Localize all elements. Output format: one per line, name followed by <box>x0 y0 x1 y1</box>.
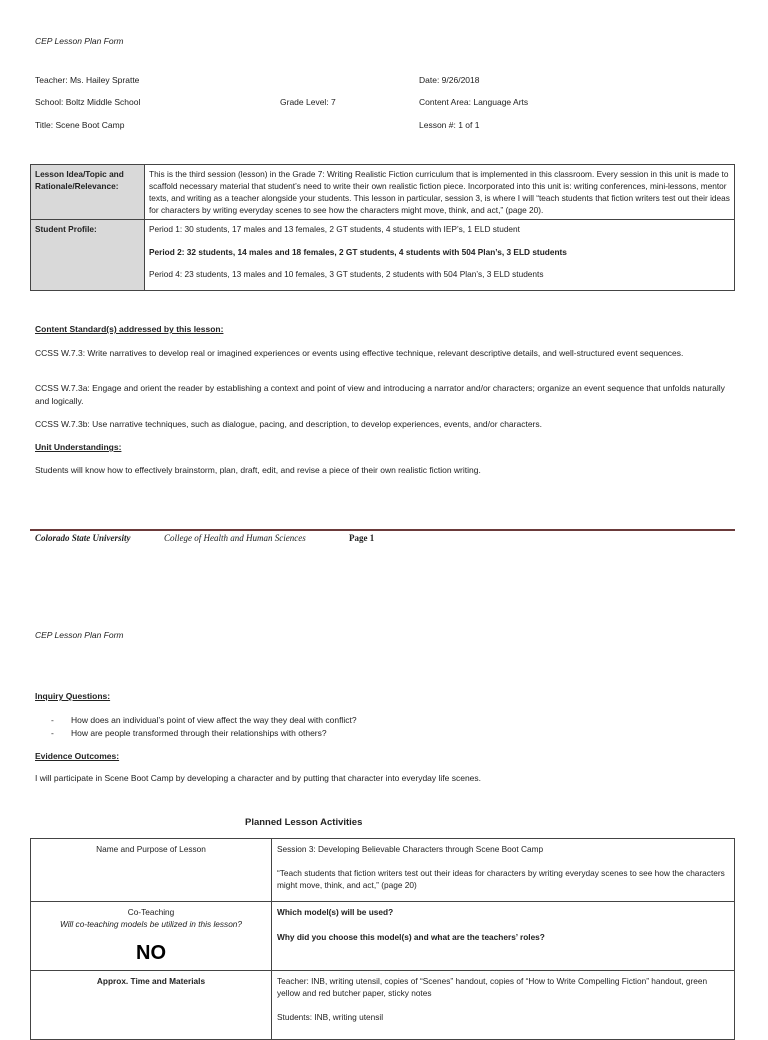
table-row <box>31 165 735 220</box>
footer-divider <box>30 529 735 531</box>
lesson-overview-table <box>30 164 735 291</box>
list-item: - How are people transformed through their relationships with others? <box>51 728 327 738</box>
school-field: School: Boltz Middle School <box>35 97 141 107</box>
time-materials-label: Approx. Time and Materials <box>31 971 272 1040</box>
content-standards-heading: Content Standard(s) addressed by this lesson: <box>35 324 224 334</box>
footer-university: Colorado State University <box>35 533 131 543</box>
table-row <box>31 971 735 1040</box>
title-field: Title: Scene Boot Camp <box>35 120 125 130</box>
inquiry-questions-list <box>35 714 735 740</box>
table-row <box>31 839 735 902</box>
name-purpose-label: Name and Purpose of Lesson <box>31 839 272 902</box>
name-purpose-cell <box>272 839 735 902</box>
ccss-standard-1: CCSS W.7.3: Write narratives to develop real or imagined experiences or events using effective technique, relevant descriptive details, and well-structured event sequences. <box>35 348 684 358</box>
ccss-standard-3: CCSS W.7.3b: Use narrative techniques, such as dialogue, pacing, and description, to develop experiences, events, and/or characters. <box>35 419 542 429</box>
time-materials-cell <box>272 971 735 1040</box>
student-profile-label: Student Profile: <box>31 220 145 291</box>
lesson-idea-label: Lesson Idea/Topic and Rationale/Relevance: <box>31 165 145 220</box>
list-item: - How does an individual’s point of view affect the way they deal with conflict? <box>51 715 357 725</box>
co-teaching-answer: NO <box>136 942 166 964</box>
unit-understandings-text: Students will know how to effectively brainstorm, plan, draft, edit, and revise a piece of their own realistic fiction writing. <box>35 465 481 475</box>
footer-college: College of Health and Human Sciences <box>164 533 306 543</box>
unit-understandings-heading: Unit Understandings: <box>35 442 122 452</box>
table-row <box>31 902 735 971</box>
form-header-page2: CEP Lesson Plan Form <box>35 630 124 640</box>
planned-activities-heading: Planned Lesson Activities <box>245 817 363 828</box>
period-2: Period 2: 32 students, 14 males and 18 females, 2 GT students, 4 students with 504 Plan’s, 3 ELD students <box>149 247 567 257</box>
session-quote: “Teach students that fiction writers test out their ideas for characters by writing everyday scenes to see how the characters might move, think, and act,” (page 20) <box>277 868 725 890</box>
content-area-field: Content Area: Language Arts <box>419 97 529 107</box>
footer-page-number: Page 1 <box>349 533 375 543</box>
ccss-standard-2: CCSS W.7.3a: Engage and orient the reader by establishing a context and point of view and introducing a narrator and/or characters; organize an event sequence that unfolds naturally and logically. <box>35 383 725 406</box>
date-field: Date: 9/26/2018 <box>419 75 480 85</box>
period-4: Period 4: 23 students, 13 males and 10 females, 3 GT students, 2 students with 504 Plan’s, 3 ELD students <box>149 269 544 279</box>
co-teaching-question: Will co-teaching models be utilized in this lesson? <box>59 919 243 929</box>
teacher-materials: Teacher: INB, writing utensil, copies of “Scenes” handout, copies of “How to Write Compelling Fiction” handout, green yellow and red butcher paper, sticky notes <box>277 976 708 998</box>
student-materials: Students: INB, writing utensil <box>277 1012 384 1022</box>
inquiry-questions-heading: Inquiry Questions: <box>35 691 111 701</box>
grade-field: Grade Level: 7 <box>280 97 336 107</box>
period-1: Period 1: 30 students, 17 males and 13 females, 2 GT students, 4 students with IEP’s, 1 ELD student <box>149 224 520 234</box>
co-teaching-label: Co-Teaching <box>127 907 175 917</box>
co-teaching-label-cell <box>31 902 272 971</box>
evidence-outcomes-text: I will participate in Scene Boot Camp by developing a character and by putting that character into everyday life scenes. <box>35 773 482 783</box>
evidence-outcomes-heading: Evidence Outcomes: <box>35 751 120 761</box>
roles-question: Why did you choose this model(s) and what are the teachers’ roles? <box>277 932 545 942</box>
form-header: CEP Lesson Plan Form <box>35 36 124 46</box>
planned-activities-table <box>30 838 735 1040</box>
teacher-field: Teacher: Ms. Hailey Spratte <box>35 75 140 85</box>
table-row <box>31 220 735 291</box>
student-profile-cell <box>145 220 735 291</box>
model-question: Which model(s) will be used? <box>277 907 394 917</box>
lesson-idea-text: This is the third session (lesson) in the Grade 7: Writing Realistic Fiction curriculum that is implemented in this classroom. Every session in this unit is made to scaffold necessary material that student’s need to write their own realistic fiction piece. Incorporated into this unit is: writing conferences, mini-lessons, mentor texts, and writing as a teacher alongside your students. This lesson in particular, session 3, is where I will “teach students that fiction writers test out their ideas for characters by writing everyday scenes to see how the characters might move, think, and act,” (page 20). <box>145 165 735 220</box>
session-title: Session 3: Developing Believable Characters through Scene Boot Camp <box>277 844 544 854</box>
lesson-number-field: Lesson #: 1 of 1 <box>419 120 480 130</box>
co-teaching-details <box>272 902 735 971</box>
